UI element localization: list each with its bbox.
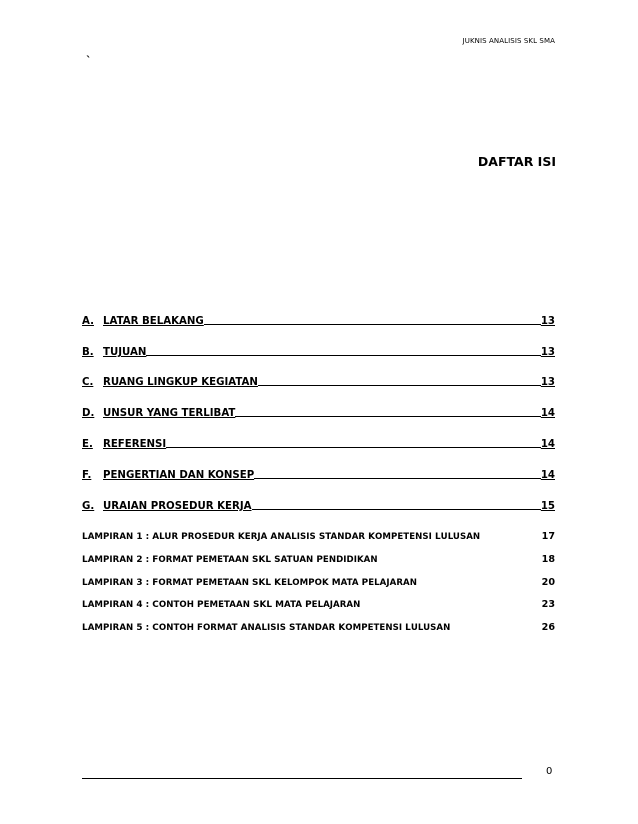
toc-entry-label: PENGERTIAN DAN KONSEP [103,470,255,481]
lampiran-entry-label: LAMPIRAN 3 : FORMAT PEMETAAN SKL KELOMPOK MATA PELAJARAN [82,578,417,588]
toc-entry-page: 13 [540,316,555,327]
lampiran-entry-page: 23 [541,599,555,610]
lampiran-entry[interactable] [82,528,555,542]
toc-entry-page: 14 [540,439,555,450]
toc-entry[interactable] [82,465,555,481]
toc-entry-label: URAIAN PROSEDUR KERJA [103,501,252,512]
lampiran-entry-page: 17 [541,531,555,542]
lampiran-entry[interactable] [82,596,555,610]
toc-entry-page: 14 [540,470,555,481]
lampiran-entry-label: LAMPIRAN 1 : ALUR PROSEDUR KERJA ANALISIS STANDAR KOMPETENSI LULUSAN [82,532,481,542]
lampiran-entry-label: LAMPIRAN 5 : CONTOH FORMAT ANALISIS STANDAR KOMPETENSI LULUSAN [82,623,451,633]
toc-entry-letter: D. [82,408,95,419]
toc-leader-line [146,354,540,356]
lampiran-entry-page: 18 [541,554,555,565]
lampiran-entry[interactable] [82,574,555,588]
toc-entry-page: 14 [540,408,555,419]
toc-entry-letter: B. [82,347,94,358]
toc-leader-line [254,477,541,479]
toc-entry-page: 13 [540,377,555,388]
toc-entry-page: 15 [540,501,555,512]
toc-entry-label: LATAR BELAKANG [103,316,204,327]
toc-entry-letter: G. [82,501,95,512]
toc-leader-line [235,415,540,417]
toc-entry-label: UNSUR YANG TERLIBAT [103,408,236,419]
toc-leader-line [252,508,541,510]
toc-entry-letter: C. [82,377,94,388]
toc-entry[interactable] [82,342,555,358]
lampiran-entry-label: LAMPIRAN 2 : FORMAT PEMETAAN SKL SATUAN PENDIDIKAN [82,555,378,565]
lampiran-entry-page: 20 [541,577,555,588]
lampiran-entry-label: LAMPIRAN 4 : CONTOH PEMETAAN SKL MATA PELAJARAN [82,600,361,610]
toc-leader-line [166,446,541,448]
toc-entry-label: REFERENSI [103,439,167,450]
footer-rule [82,778,522,779]
toc-entry[interactable] [82,311,555,327]
toc-entry-label: TUJUAN [103,347,147,358]
toc-entry-letter: F. [82,470,92,481]
toc-entry[interactable] [82,372,555,388]
lampiran-entry[interactable] [82,619,555,633]
toc-entry[interactable] [82,403,555,419]
lampiran-entry-page: 26 [541,622,555,633]
toc-entry-page: 13 [540,347,555,358]
toc-entry-letter: A. [82,316,94,327]
toc-entry-letter: E. [82,439,93,450]
toc-leader-line [204,323,541,325]
lampiran-entry[interactable] [82,551,555,565]
stray-mark: ` [86,54,92,67]
toc-leader-line [258,384,541,386]
page-title: DAFTAR ISI [477,154,556,169]
toc-entry-label: RUANG LINGKUP KEGIATAN [103,377,258,388]
page-number: 0 [546,766,553,777]
toc-entry[interactable] [82,496,555,512]
running-header: JUKNIS ANALISIS SKL SMA [462,37,555,45]
toc-entry[interactable] [82,434,555,450]
